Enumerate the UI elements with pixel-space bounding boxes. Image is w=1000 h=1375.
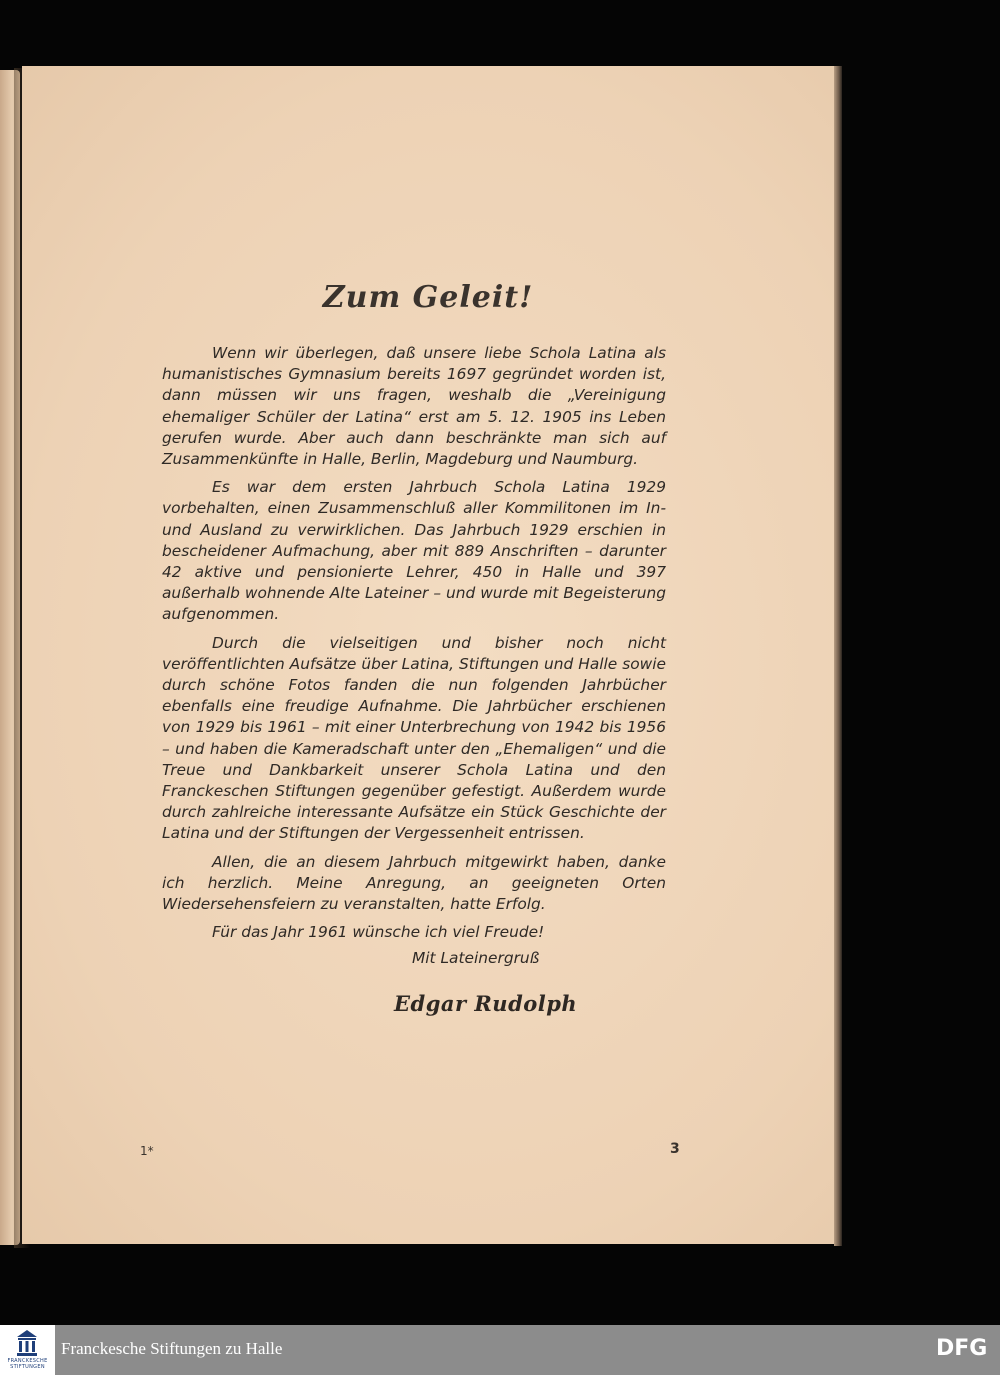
paragraph-5: Für das Jahr 1961 wünsche ich viel Freude! [212, 923, 545, 942]
logo-text-line-2: STIFTUNGEN [10, 1364, 45, 1370]
paragraph-1: Wenn wir überlegen, daß unsere liebe Schola Latina als humanistisches Gymnasium bereits 1697 gegründet worden ist, dann müssen wir uns fragen, weshalb die „Vereinigung ehemaliger Schüler der Latina“ erst am 5. 12. 1905 ins Leben gerufen wurde. Aber auch dann beschränkte man sich auf Zusammenkünfte in Halle, Berlin, Magdeburg und Naumburg. [162, 344, 666, 469]
right-page-edge [834, 66, 842, 1246]
dfg-logo[interactable]: DFG [936, 1336, 988, 1361]
logo-text-line-1: FRANCKESCHE [7, 1358, 48, 1364]
institution-logo[interactable] [0, 1325, 55, 1375]
body-text [162, 343, 666, 950]
document-page [22, 66, 834, 1244]
page-number: 3 [670, 1141, 680, 1157]
sheet-mark: 1* [140, 1144, 154, 1158]
paragraph-4: Allen, die an diesem Jahrbuch mitgewirkt haben, danke ich herzlich. Meine Anregung, an geeigneten Orten Wiedersehensfeiern zu veranstalten, hatte Erfolg. [162, 852, 666, 914]
closing-greeting: Mit Lateinergruß [412, 949, 540, 967]
building-icon [15, 1329, 39, 1357]
institution-name[interactable]: Franckesche Stiftungen zu Halle [61, 1339, 283, 1358]
paragraph-2: Es war dem ersten Jahrbuch Schola Latina 1929 vorbehalten, einen Zusammenschluß aller Kommilitonen im In- und Ausland zu verwirklichen. Das Jahrbuch 1929 erschien in bescheidener Aufmachung, aber mit 889 Anschriften – darunter 42 aktive und pensionierte Lehrer, 450 in Halle und 397 außerhalb wohnende Alte Lateiner – und wurde mit Begeisterung aufgenommen. [162, 478, 666, 624]
footer-bar [0, 1325, 1000, 1375]
paragraph-3: Durch die vielseitigen und bisher noch nicht veröffentlichten Aufsätze über Latina, Stiftungen und Halle sowie durch schöne Fotos fanden die nun folgenden Jahrbücher ebenfalls eine freudige Aufnahme. Die Jahrbücher erschienen von 1929 bis 1961 – mit einer Unterbrechung von 1942 bis 1956 – und haben die Kameradschaft unter den „Ehemaligen“ und die Treue und Dankbarkeit unserer Schola Latina und den Franckeschen Stiftungen gegenüber gefestigt. Außerdem wurde durch zahlreiche interessante Aufsätze ein Stück Geschichte der Latina und der Stiftungen der Vergessenheit entrissen. [162, 633, 666, 843]
signature: Edgar Rudolph [394, 991, 578, 1016]
page-heading: Zum Geleit! [322, 280, 534, 315]
